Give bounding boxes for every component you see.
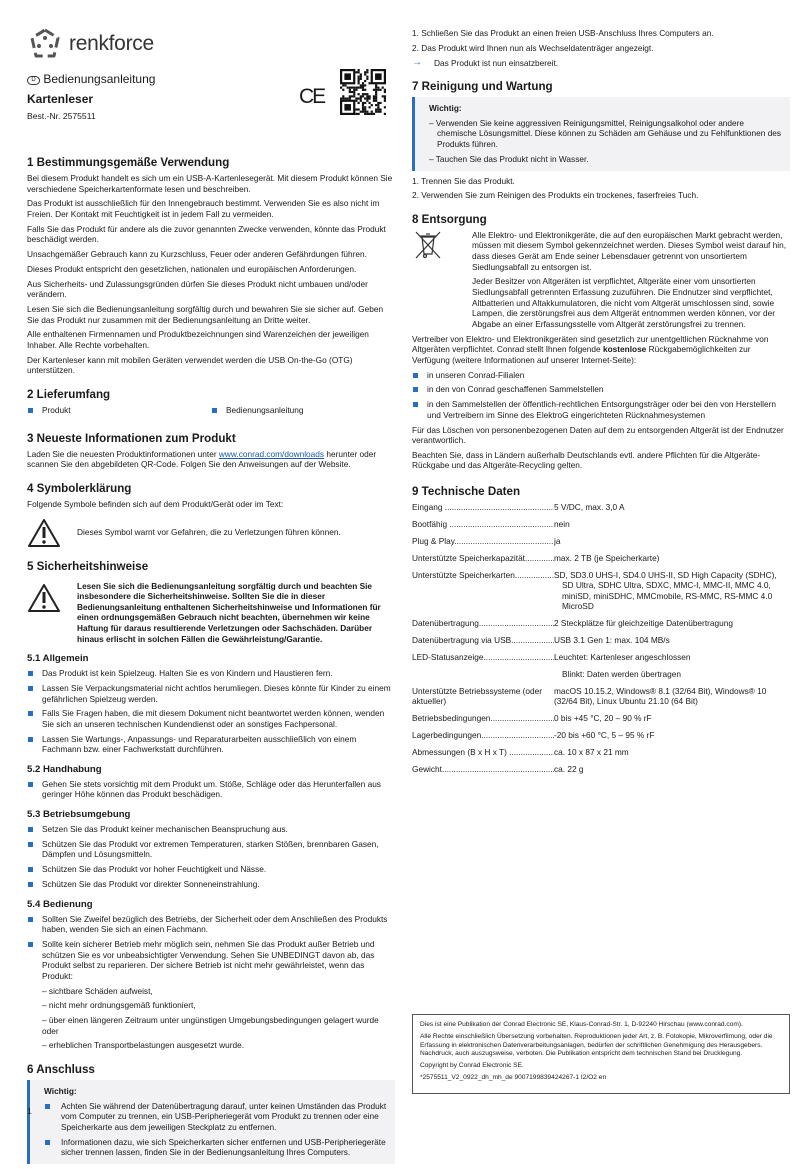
spec-value-line: USB 3.1 Gen 1: max. 104 MB/s [554, 635, 670, 646]
return-options-list [412, 370, 790, 421]
important-box: Wichtig: Achten Sie während der Datenübertragung darauf, unter keinen Umständen das Produkt vom Computer zu trennen, ein USB-Peripheriegerät vom Produkt zu trennen oder eine Speicherkarte aus dem jeweiligen Steckplatz zu entfernen. Informationen dazu, wie sich Speicherkarten sicher entfernen und USB-Peripheriegeräte sicher trennen lassen, finden Sie in der Bedienungsanleitung Ihres Computers. [27, 1080, 395, 1164]
downloads-link[interactable]: www.conrad.com/downloads [218, 448, 325, 459]
spec-row [412, 553, 790, 564]
right-column: 1. Schließen Sie das Produkt an einen freien USB-Anschluss Ihres Computers an. 2. Das Produkt wird Ihnen nun als Wechseldatenträger angezeigt. → Das Produkt ist nun einsatzbereit. 7 Reinigung und Wartung Wichtig: – Verwenden Sie keine aggressiven Reinigungsmittel, Reinigungsalkohol oder andere chemische Lösungsmittel. Diese können zu Schäden am Gehäuse und zu Fehlfunktionen des Produkts führen. – Tauchen Sie das Produkt nicht in Wasser. 1. Trennen Sie das Produkt. 2. Verwenden Sie zum Reinigen des Produkts ein trockenes, faserfreies Tuch. 8 Entsorgung Alle Elektro- und Elektronikgeräte, die auf den europäischen Markt gebracht werden, müssen mit diesem Symbol gekennzeichnet werden. Dieses Symbol weist darauf hin, dass dieses Gerät am Ende seiner Lebensdauer getrennt von unsortiertem Siedlungsabfall zu entsorgen ist. Jeder Besitzer von Altgeräten ist verpflichtet, Altgeräte einer vom unsortierten Siedlungsabfall getrennten Erfassung zuzuführen. Die Endnutzer sind verpflichtet, Altbatterien und Altakkumulatoren, die nicht vom Altgerät umschlossen sind, sowie Lampen, die zerstörungsfrei aus dem Altgerät entnommen werden können, vor der Abgabe an einer Erfassungsstelle vom Altgerät zerstörungsfrei zu trennen. Vertreiber von Elektro- und Elektronikgeräten sind gesetzlich zur unentgeltlichen Rücknahme von Altgeräten verpflichtet. Conrad stellt Ihnen folgende kostenlose Rückgabemöglichkeiten zur Verfügung (weitere Informationen auf unserer Internet-Seite): in unseren Conrad-Filialen in den von Conrad geschaffenen Sammelstellen in den Sammelstellen der öffentlich-rechtlichen Entsorgungsträger oder bei den von Herstellern und Vertreibern im Sinne des ElektroG eingerichteten Rücknahmesystemen Für das Löschen von personenbezogenen Daten auf dem zu entsorgenden Altgerät ist der Endnutzer verantwortlich. Beachten Sie, dass in Ländern außerhalb Deutschlands evtl. andere Pflichten für die Altgeräte-Rückgabe und das Altgeräte-Recycling gelten. 9 Technische Daten Eingang ..... 5 V/DC, max. 3,0 A Bootfähig ..... nein Plug & Play ..... ja Unterstützte Speicherkapazität ..... max. 2 TB (je Speicherkarte) Unterstützte Speicherkarten ..... SD, SD3.0 UHS-I, SD4.0 UHS-II, SD High Capacity (SDHC), SD Ultra, SDHC Ultra, SDXC, MMC-I, MMC-II, MMC 4.0, miniSD, miniSDHC, MMCmobile, RS-MMC, RS-MMC 4.0 MicroSD Datenübertragung ..... 2 Steckplätze für gleichzeitige Datenübertragung Datenübertragung via USB ..... USB 3.1 Gen 1: max. 104 MB/s LED-Statusanzeige ..... Leuchtet: Kartenleser angeschlossen Blinkt: Daten werden übertragen Unterstützte Betriebssysteme (oder aktueller) macOS 10.15.2, Windows® 8.1 (32/64 Bit), Windows® 10 (32/64 Bit), Linux Ubuntu 21.10 (64 Bit) Betriebsbedingungen ..... 0 bis +45 °C, 20 – 90 % rF Lagerbedingungen ..... -20 bis +60 °C, 5 – 95 % rF Abmessungen (B x H x T) ..... ca. 10 x 87 x 21 mm Gewicht ..... ca. 22 g [412, 28, 790, 781]
spec-value-line: Leuchtet: Kartenleser angeschlossen [554, 652, 691, 663]
bullet-list [27, 914, 395, 982]
condition-item: – erheblichen Transportbelastungen ausgesetzt wurde. [42, 1040, 245, 1051]
list-item: in unseren Conrad-Filialen [412, 370, 790, 381]
section-9-heading: 9 Technische Daten [412, 485, 521, 499]
spec-row [412, 570, 790, 612]
spec-row [412, 652, 790, 679]
spec-value-line: macOS 10.15.2, Windows® 8.1 (32/64 Bit), Windows® 10 (32/64 Bit), Linux Ubuntu 21.10 (64 Bit) [554, 685, 767, 707]
spec-label: Betriebsbedingungen ..... [412, 713, 554, 724]
paragraph: Das Produkt ist ausschließlich für den Innengebrauch bestimmt. Verwenden Sie es also nicht im Freien. Der Kontakt mit Feuchtigkeit ist in jedem Fall zu vermeiden. [27, 198, 380, 219]
spec-value-line: 2 Steckplätze für gleichzeitige Datenübertragung [554, 618, 733, 629]
warning-triangle-icon [27, 518, 61, 548]
step: 1. Trennen Sie das Produkt. [412, 175, 515, 186]
subsection-heading: 5.3 Betriebsumgebung [27, 809, 131, 821]
important-box: Wichtig: – Verwenden Sie keine aggressiven Reinigungsmittel, Reinigungsalkohol oder andere chemische Lösungsmittel. Diese können zu Schäden am Gehäuse und zu Fehlfunktionen des Produkts führen. – Tauchen Sie das Produkt nicht in Wasser. [412, 97, 790, 170]
spec-value [554, 553, 790, 564]
document-header [27, 72, 395, 144]
manual-label: D Bedienungsanleitung [27, 72, 395, 86]
spec-row [412, 730, 790, 741]
paragraph: Der Kartenleser kann mit mobilen Geräten verwendet werden die USB On-the-Go (OTG) unterstützen. [27, 354, 353, 376]
subsection-heading: 5.4 Bedienung [27, 898, 93, 910]
spec-value-line: -20 bis +60 °C, 5 – 95 % rF [554, 729, 655, 740]
spec-value [554, 686, 790, 707]
condition-item: – über einen längeren Zeitraum unter ungünstigen Umgebungsbedingungen gelagert wurde oder [42, 1015, 379, 1036]
list-item: Falls Sie Fragen haben, die mit diesem Dokument nicht beantwortet werden können, wenden Sie sich an unseren technischen Kundendienst oder an sonstiges Fachpersonal. [27, 708, 395, 729]
step: 2. Verwenden Sie zum Reinigen des Produkts ein trockenes, faserfreies Tuch. [412, 190, 699, 201]
spec-table [412, 502, 790, 774]
list-item: in den Sammelstellen der öffentlich-rechtlichen Entsorgungsträger oder bei den von Herstellern und Vertreibern im Sinne des ElektroG eingerichteten Rücknahmesystemen [412, 399, 790, 420]
warning-triangle-icon [27, 583, 61, 613]
spec-row [412, 536, 790, 547]
spec-row [412, 713, 790, 724]
spec-value [554, 747, 790, 758]
crossed-bin-icon [414, 230, 442, 260]
spec-label: Datenübertragung ..... [412, 618, 554, 629]
list-item: Informationen dazu, wie sich Speicherkarten sicher entfernen und USB-Peripheriegeräte sicher trennen lassen, finden Sie in der Bedienungsanleitung Ihres Computers. [44, 1137, 387, 1158]
list-item: Sollten Sie Zweifel bezüglich des Betriebs, der Sicherheit oder dem Anschließen des Produkts haben, wenden Sie sich an einen Fachmann. [27, 914, 395, 935]
spec-row [412, 686, 790, 707]
spec-row [412, 519, 790, 530]
section-3-heading: 3 Neueste Informationen zum Produkt [27, 431, 236, 445]
weee-notice: Alle Elektro- und Elektronikgeräte, die auf den europäischen Markt gebracht werden, müssen mit diesem Symbol gekennzeichnet werden. Dieses Symbol weist darauf hin, dass dieses Gerät am Ende seiner Lebensdauer getrennt von unsortiertem Siedlungsabfall zu entsorgen ist. Jeder Besitzer von Altgeräten ist verpflichtet, Altgeräte einer vom unsortierten Siedlungsabfall getrennten Erfassung zuzuführen. Die Endnutzer sind verpflichtet, Altbatterien und Altakkumulatoren, die nicht vom Altgerät umschlossen sind, sowie Lampen, die zerstörungsfrei aus dem Altgerät entnommen werden können, vor der Abgabe an einer Erfassungsstelle vom Altgerät zerstörungsfrei zu trennen. [412, 230, 790, 334]
section-1-body [27, 173, 395, 376]
list-item: Lassen Sie Verpackungsmaterial nicht achtlos herumliegen. Dieses könnte für Kinder zu einem gefährlichen Spielzeug werden. [27, 683, 395, 704]
bullet-list [27, 824, 395, 890]
paragraph: Unsachgemäßer Gebrauch kann zu Kurzschluss, Feuer oder anderen Gefährdungen führen. [27, 249, 367, 260]
subsection-heading: 5.1 Allgemein [27, 653, 89, 665]
list-item: Sollte kein sicherer Betrieb mehr möglich sein, nehmen Sie das Produkt außer Betrieb und schützen Sie es vor unbeabsichtigter Verwendung. Sehen Sie UNBEDINGT davon ab, das Produkt selbst zu reparieren. Der sichere Betrieb ist nicht mehr gewährleistet, wenn das Produkt: [27, 939, 395, 981]
list-item: in den von Conrad geschaffenen Sammelstellen [412, 384, 790, 395]
section-7-heading: 7 Reinigung und Wartung [412, 80, 553, 94]
arrow-right-icon: → [412, 56, 422, 68]
spec-label: Plug & Play ..... [412, 536, 554, 547]
list-item: Schützen Sie das Produkt vor direkter Sonneneinstrahlung. [27, 879, 395, 890]
spec-label: Unterstützte Betriebssysteme (oder aktueller) [412, 685, 543, 707]
order-number: Best.-Nr. 2575511 [27, 110, 96, 121]
list-item: Lassen Sie Wartungs-, Anpassungs- und Reparaturarbeiten ausschließlich von einem Fachmann bzw. einer Fachwerkstatt durchführen. [27, 734, 395, 755]
spec-label: Lagerbedingungen ..... [412, 730, 554, 741]
safety-subsections [27, 653, 395, 1051]
step: 1. Schließen Sie das Produkt an einen freien USB-Anschluss Ihres Computers an. [412, 28, 714, 38]
spec-label: Unterstützte Speicherkarten ..... [412, 570, 554, 612]
spec-value [554, 635, 790, 646]
spec-value-line: ca. 10 x 87 x 21 mm [554, 746, 629, 757]
paragraph: Alle enthaltenen Firmennamen und Produktbezeichnungen sind Warenzeichen der jeweiligen Inhaber. Alle Rechte vorbehalten. [27, 329, 369, 351]
spec-value-line: nein [554, 518, 570, 529]
list-item: Setzen Sie das Produkt keiner mechanischen Beanspruchung aus. [27, 824, 395, 835]
spec-value [554, 570, 790, 612]
spec-value [554, 730, 790, 741]
brand-name: renkforce [69, 31, 154, 55]
section-5-heading: 5 Sicherheitshinweise [27, 559, 149, 573]
spec-value [554, 764, 790, 775]
spec-label: Bootfähig ..... [412, 519, 554, 530]
page-number: 1 [27, 1106, 32, 1116]
bullet-list [27, 779, 395, 800]
list-item: Bedienungsanleitung [211, 405, 395, 416]
spec-value [554, 536, 790, 547]
paragraph: Dieses Produkt entspricht den gesetzlichen, nationalen und europäischen Anforderungen. [27, 263, 357, 274]
spec-value-line: ca. 22 g [554, 763, 584, 774]
delivery-list [27, 405, 395, 420]
section-4-intro: Folgende Symbole befinden sich auf dem Produkt/Gerät oder im Text: [27, 498, 284, 509]
step: 2. Das Produkt wird Ihnen nun als Wechseldatenträger angezeigt. [412, 42, 654, 53]
paragraph: Lesen Sie sich die Bedienungsanleitung sorgfältig durch und bewahren Sie sie sicher auf. Geben Sie das Produkt nur zusammen mit der Bedienungsanleitung an Dritte weiter. [27, 304, 384, 325]
condition-item: – nicht mehr ordnungsgemäß funktioniert, [42, 1000, 196, 1011]
spec-label: Eingang ..... [412, 502, 554, 513]
spec-value [554, 502, 790, 513]
section-3-body: Laden Sie die neuesten Produktinformationen unter www.conrad.com/downloads herunter oder scannen Sie den abgebildeten QR-Code. Folgen Sie den Anweisungen auf der Website. [27, 448, 377, 470]
qr-code-icon [340, 69, 386, 115]
product-title: Kartenleser [27, 92, 94, 106]
spec-row [412, 764, 790, 775]
spec-value-line: ja [554, 535, 561, 546]
spec-label: LED-Statusanzeige ..... [412, 652, 554, 679]
spec-value-line: max. 2 TB (je Speicherkarte) [554, 552, 660, 563]
spec-label: Abmessungen (B x H x T) ..... [412, 747, 554, 758]
spec-value-line: 0 bis +45 °C, 20 – 90 % rF [554, 713, 652, 724]
renkforce-logo [27, 26, 395, 62]
section-8-heading: 8 Entsorgung [412, 212, 487, 226]
list-item: Schützen Sie das Produkt vor hoher Feuchtigkeit und Nässe. [27, 864, 395, 875]
left-column [27, 26, 395, 1169]
spec-value [554, 713, 790, 724]
spec-label: Datenübertragung via USB ..... [412, 635, 554, 646]
list-item: Produkt [27, 405, 211, 416]
spec-row [412, 618, 790, 629]
spec-label: Gewicht ..... [412, 764, 554, 775]
spec-value [554, 519, 790, 530]
list-item: Achten Sie während der Datenübertragung darauf, unter keinen Umständen das Produkt vom Computer zu trennen, ein USB-Peripheriegerät vom Produkt zu trennen oder eine Speicherkarte aus dem jeweiligen Steckplatz zu entfernen. [44, 1101, 387, 1133]
spec-value [554, 618, 790, 629]
spec-value [554, 652, 790, 679]
spec-value-line: 5 V/DC, max. 3,0 A [554, 502, 625, 513]
spec-value-line: SD Ultra, SDHC Ultra, SDXC, MMC-I, MMC-II, MMC 4.0, miniSD, miniSDHC, MMCmobile, RS-MMC, RS-MMC 4.0 [562, 580, 773, 601]
spec-value-line: MicroSD [562, 601, 594, 612]
language-de-icon: D [27, 76, 40, 85]
bullet-list [27, 668, 395, 755]
paragraph: Falls Sie das Produkt für andere als die zuvor genannten Zwecke verwenden, könnte das Produkt beschädigt werden. [27, 223, 386, 245]
section-4-heading: 4 Symbolerklärung [27, 481, 132, 495]
spec-value-line: SD, SD3.0 UHS-I, SD4.0 UHS-II, SD High Capacity (SDHC), [554, 569, 777, 580]
spec-value-line: Blinkt: Daten werden übertragen [562, 668, 681, 679]
section-2-heading: 2 Lieferumfang [27, 388, 111, 401]
subsection-heading: 5.2 Handhabung [27, 763, 102, 775]
section-1-heading: 1 Bestimmungsgemäße Verwendung [27, 156, 230, 169]
publisher-footer: Dies ist eine Publikation der Conrad Electronic SE, Klaus-Conrad-Str. 1, D-92240 Hirschau (www.conrad.com). Alle Rechte einschließlich Übersetzung vorbehalten. Reproduktionen jeder Art, z. B. Fotokopie, Mikroverfilmung, oder die Erfassung in elektronischen Datenverarbeitungsanlagen, bedürfen der schriftlichen Genehmigung des Herausgebers. Nachdruck, auch auszugsweise, verboten. Die Publikation entspricht dem technischen Stand bei Drucklegung. Copyright by Conrad Electronic SE. *2575511_V2_0922_dh_mh_de 9007199839424267-1 I2/O2 en [412, 1014, 790, 1094]
list-item: Gehen Sie stets vorsichtig mit dem Produkt um. Stöße, Schläge oder das Herunterfallen aus geringer Höhe können das Produkt beschädigen. [27, 779, 395, 800]
spec-row [412, 502, 790, 513]
paragraph: Bei diesem Produkt handelt es sich um ein USB-A-Kartenlesegerät. Mit diesem Produkt können Sie verschiedene Speicherkartenformate lesen und beschreiben. [27, 173, 393, 194]
condition-item: – sichtbare Schäden aufweist, [42, 985, 153, 996]
ce-mark-icon: CE [299, 85, 325, 108]
section-6-heading: 6 Anschluss [27, 1063, 95, 1077]
spec-label: Unterstützte Speicherkapazität ..... [412, 553, 554, 564]
result-line: → Das Produkt ist nun einsatzbereit. [412, 56, 559, 68]
renkforce-logo-icon [27, 27, 63, 61]
symbol-explanation: Dieses Symbol warnt vor Gefahren, die zu Verletzungen führen können. [27, 518, 395, 548]
list-item: Das Produkt ist kein Spielzeug. Halten Sie es von Kindern und Haustieren fern. [27, 668, 395, 679]
paragraph: Aus Sicherheits- und Zulassungsgründen dürfen Sie dieses Produkt nicht umbauen und/oder verändern. [27, 278, 368, 300]
spec-row [412, 747, 790, 758]
safety-warning: Lesen Sie sich die Bedienungsanleitung sorgfältig durch und beachten Sie insbesondere die Sicherheitshinweise. Sollten Sie die in dieser Bedienungsanleitung enthaltenen Sicherheitshinweise und Informationen für einen ordnungsgemäßen Gebrauch nicht beachten, übernehmen wir keine Haftung für daraus resultierende Verletzungen oder Sachschäden. Darüber hinaus erlischt in solchen Fällen die Gewährleistung/Garantie. [27, 581, 395, 645]
list-item: Schützen Sie das Produkt vor extremen Temperaturen, starken Stößen, brennbaren Gasen, Dämpfen und Lösungsmitteln. [27, 839, 395, 860]
spec-row [412, 635, 790, 646]
